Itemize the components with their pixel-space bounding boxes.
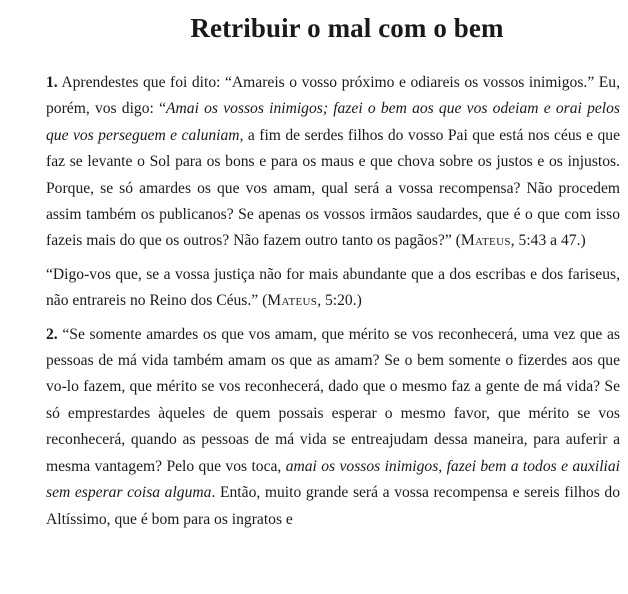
paragraph-text: , 5:20.): [317, 292, 362, 310]
paragraph-3: [46, 322, 620, 533]
paragraph-text: , a fim de serdes filhos do vosso Pai que está nos céus e que faz se levante o Sol para os bons e para os maus e que chova sobre os justos e os injustos. Porque, se só amardes os que vos amam, qual será a vossa recompensa? Não procedem assim também os publicanos? Se apenas os vossos irmãos saudardes, que é o que com isso fazeis mais do que os outros? Não fazem outro tanto os pagãos?” (: [46, 126, 621, 250]
page-title: Retribuir o mal com o bem: [190, 13, 504, 43]
paragraph-number: 1.: [46, 74, 58, 91]
italic-quote: Amai os vossos inimigos; fazei o bem aos que vos odeiam e orai pelos que vos perseguem e caluniam: [46, 100, 620, 144]
paragraph-text: “Se somente amardes os que vos amam, que mérito se vos reconhecerá, uma vez que as pessoas de má vida também amam os que as amam? Se o bem somente o fizerdes aos que vo-lo fazem, que mérito se vos reconhecerá, dado que o mesmo faz a gente de má vida? Se só emprestardes àqueles de quem possais esperar o mesmo favor, que mérito se vos reconhecerá, quando as pessoas de má vida se entreajudam dessa maneira, para auferir a mesma vantagem? Pelo que vos toca,: [46, 325, 620, 475]
scripture-reference: Mateus: [267, 292, 318, 310]
italic-quote: amai os vossos inimigos, fazei bem a todos e auxiliai sem esperar coisa alguma: [46, 457, 620, 502]
paragraph-2: [46, 262, 620, 315]
paragraph-text: Aprendestes que foi dito: “Amareis o vosso próximo e odiareis os vossos inimigos.” Eu, porém, vos digo: “: [46, 74, 620, 118]
paragraph-text: “Digo-vos que, se a vossa justiça não for mais abundante que a dos escribas e dos fariseus, não entrareis no Reino dos Céus.” (: [46, 265, 620, 310]
scripture-reference: Mateus: [460, 232, 511, 250]
paragraph-text: . Então, muito grande será a vossa recompensa e sereis filhos do Altíssimo, que é bom para os ingratos e: [46, 484, 620, 528]
paragraph-number: 2.: [46, 325, 58, 343]
document-page: [46, 0, 620, 533]
paragraph-text: , 5:43 a 47.): [510, 232, 586, 250]
paragraph-1: [46, 70, 620, 255]
